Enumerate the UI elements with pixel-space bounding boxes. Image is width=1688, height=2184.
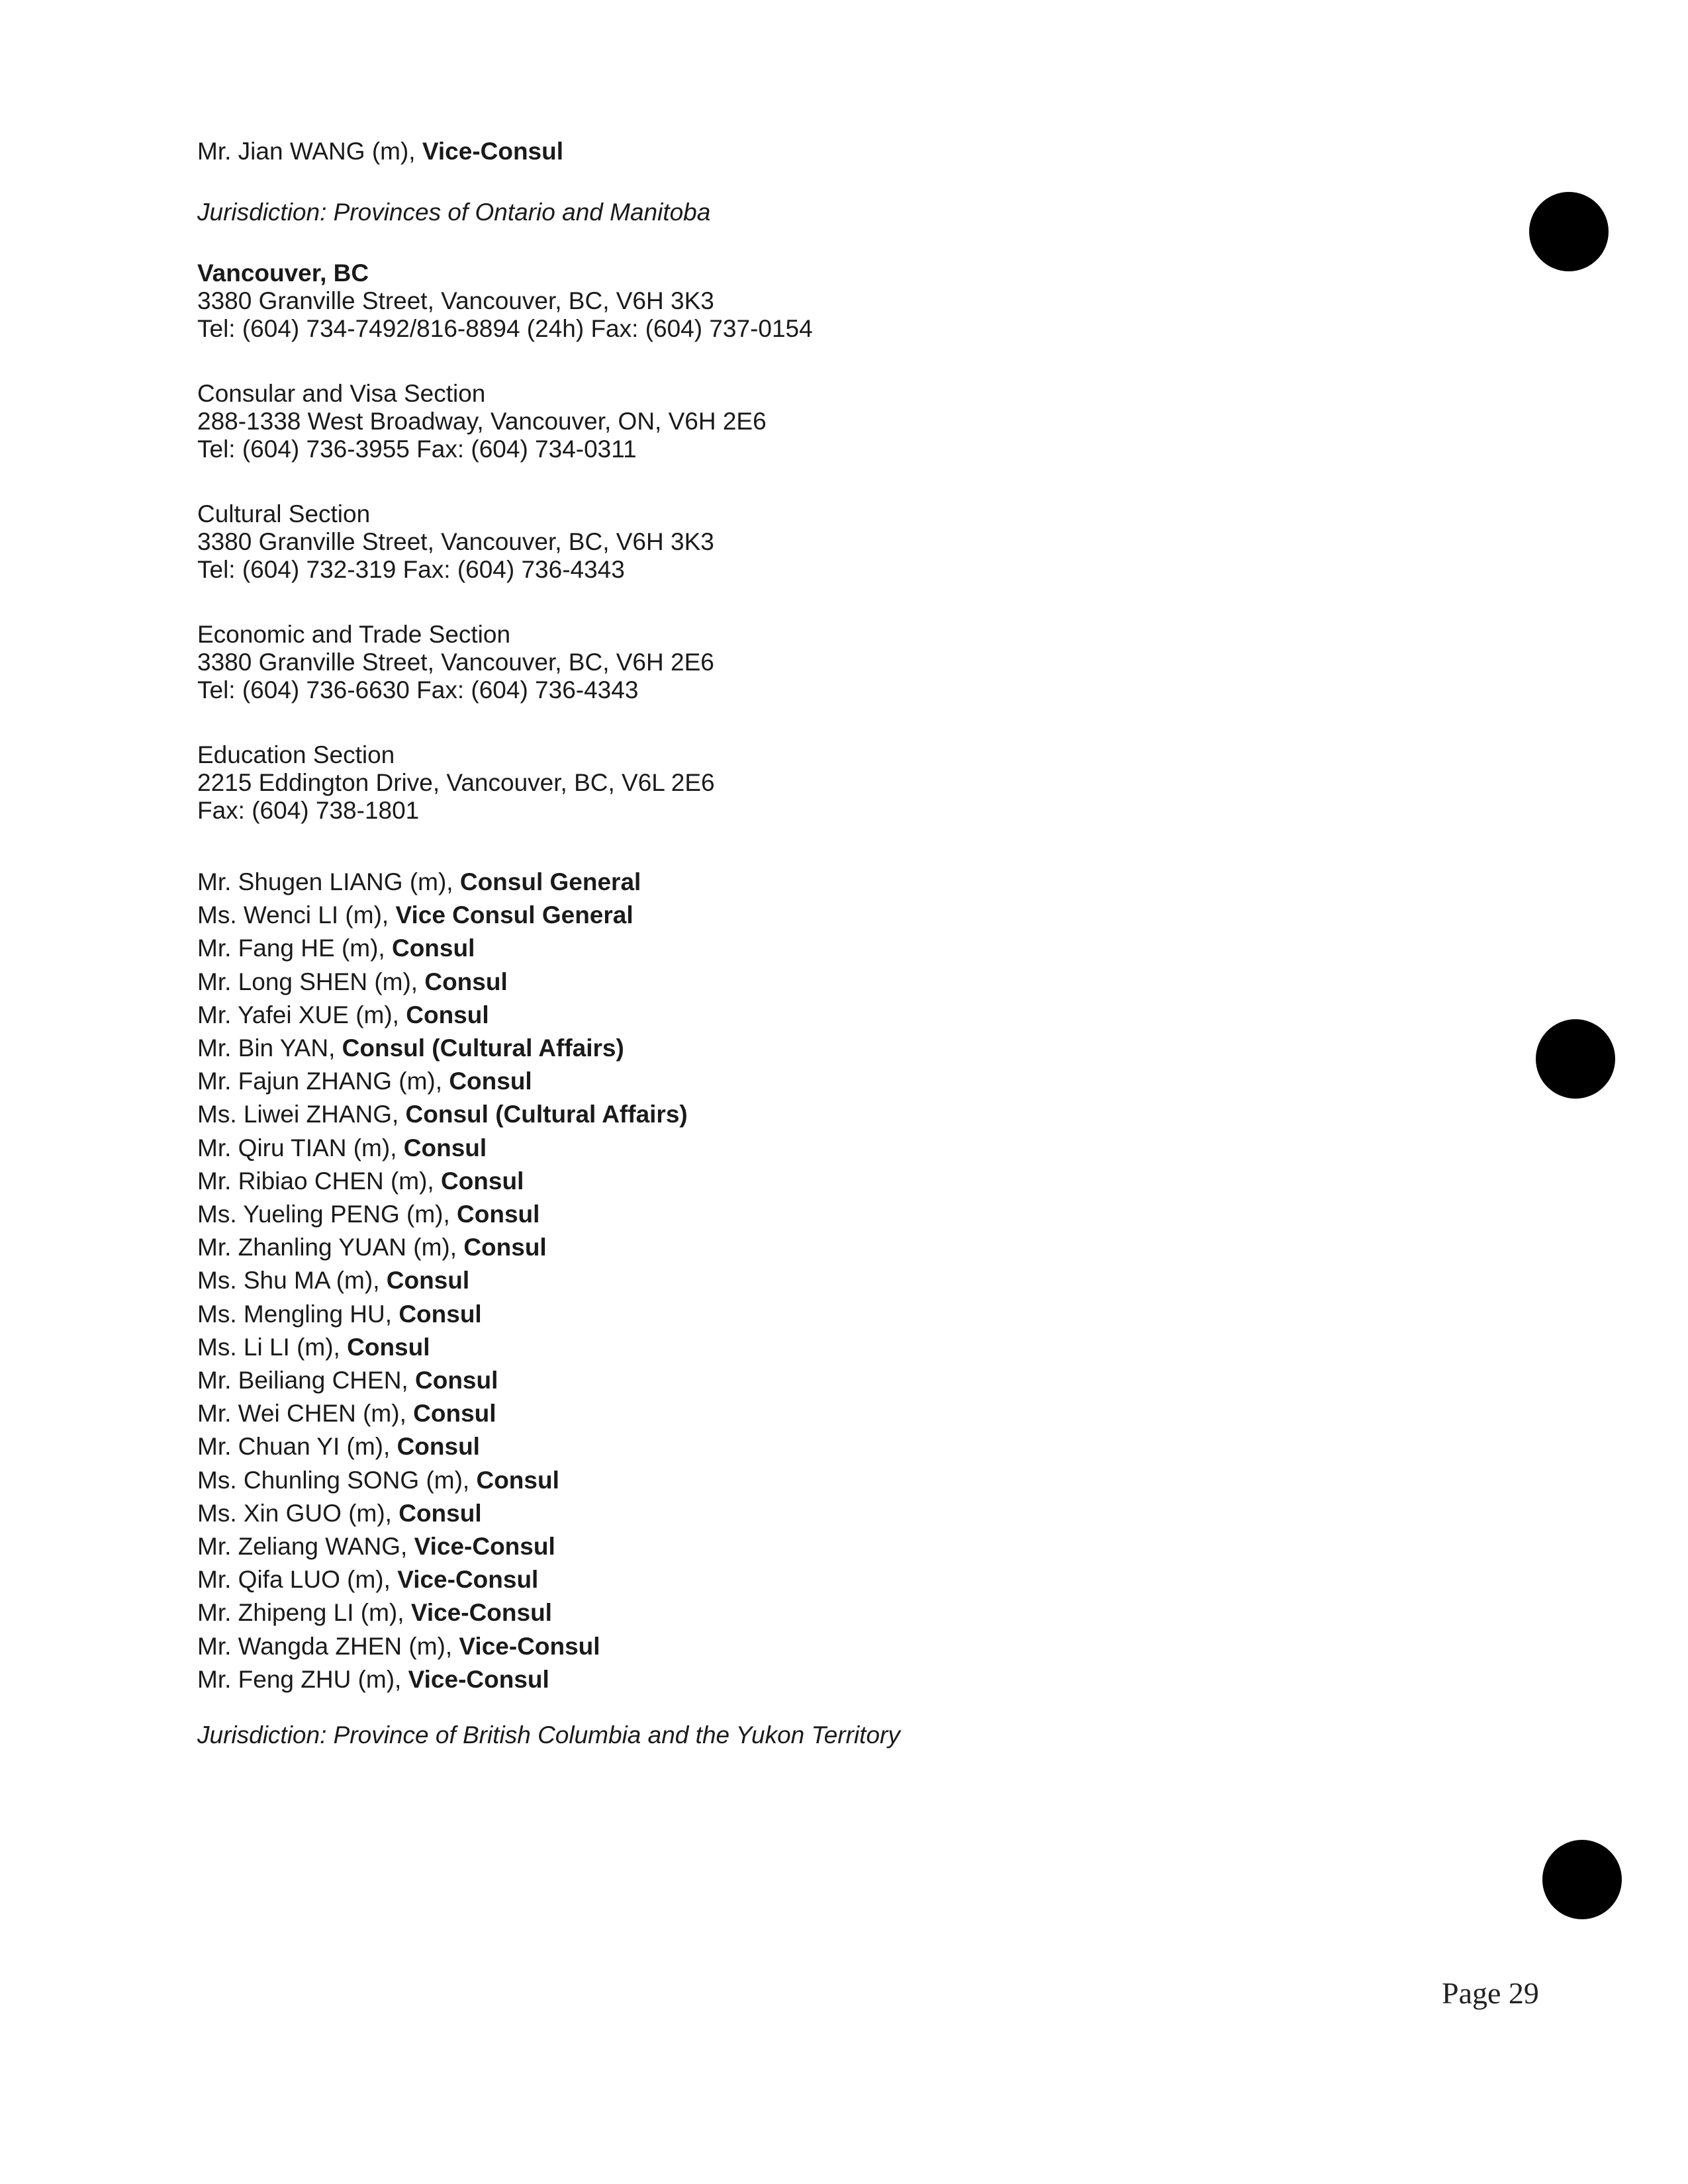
staff-name: Mr. Fajun ZHANG (m), bbox=[197, 1068, 449, 1095]
staff-title: Consul bbox=[403, 1134, 487, 1161]
section-address: 3380 Granville Street, Vancouver, BC, V6H 3K3 bbox=[197, 528, 714, 555]
staff-entry bbox=[197, 1464, 1455, 1497]
staff-entry bbox=[197, 1364, 1455, 1397]
staff-name: Ms. Xin GUO (m), bbox=[197, 1499, 399, 1527]
section-name: Economic and Trade Section bbox=[197, 621, 511, 648]
staff-name: Ms. Liwei ZHANG, bbox=[197, 1101, 406, 1128]
staff-name: Mr. Ribiao CHEN (m), bbox=[197, 1167, 441, 1195]
staff-entry bbox=[197, 999, 1455, 1032]
staff-title: Consul bbox=[413, 1400, 496, 1428]
page-number: Page 29 bbox=[1442, 1976, 1539, 2010]
section-name: Consular and Visa Section bbox=[197, 380, 486, 407]
staff-list bbox=[197, 866, 1455, 1696]
vancouver-heading: Vancouver, BC bbox=[197, 259, 369, 287]
staff-title: Vice-Consul bbox=[459, 1632, 600, 1660]
staff-name: Mr. Beiliang CHEN, bbox=[197, 1367, 415, 1394]
staff-name: Ms. Wenci LI (m), bbox=[197, 901, 396, 929]
section-address: 3380 Granville Street, Vancouver, BC, V6H 2E6 bbox=[197, 649, 714, 676]
staff-name: Mr. Long SHEN (m), bbox=[197, 968, 425, 995]
staff-name: Ms. Yueling PENG (m), bbox=[197, 1201, 457, 1228]
staff-title: Vice-Consul bbox=[408, 1665, 549, 1693]
staff-entry bbox=[197, 1397, 1455, 1430]
staff-entry bbox=[197, 1630, 1455, 1663]
staff-title: Vice-Consul bbox=[414, 1533, 555, 1561]
staff-name: Ms. Shu MA (m), bbox=[197, 1267, 387, 1295]
staff-entry bbox=[197, 1165, 1455, 1198]
staff-title: Vice-Consul bbox=[410, 1599, 552, 1627]
staff-entry bbox=[197, 966, 1455, 999]
staff-name: Mr. Bin YAN, bbox=[197, 1034, 342, 1062]
staff-title: Consul (Cultural Affairs) bbox=[342, 1034, 624, 1062]
staff-title: Consul bbox=[347, 1333, 430, 1361]
section-phone: Tel: (604) 732-319 Fax: (604) 736-4343 bbox=[197, 556, 625, 583]
staff-entry bbox=[197, 1231, 1455, 1264]
staff-entry bbox=[197, 1331, 1455, 1364]
staff-title: Consul bbox=[440, 1167, 524, 1195]
staff-entry bbox=[197, 1098, 1455, 1131]
jurisdiction-bc: Jurisdiction: Province of British Columbia and the Yukon Territory bbox=[197, 1721, 900, 1749]
staff-title: Consul bbox=[386, 1267, 470, 1295]
staff-title: Vice Consul General bbox=[395, 901, 633, 929]
staff-name: Ms. Mengling HU, bbox=[197, 1300, 399, 1328]
staff-title: Consul bbox=[449, 1068, 532, 1095]
staff-title: Consul bbox=[406, 1001, 489, 1028]
staff-entry bbox=[197, 1132, 1455, 1165]
staff-title: Consul bbox=[424, 968, 508, 995]
staff-entry bbox=[197, 1264, 1455, 1297]
staff-name: Ms. Li LI (m), bbox=[197, 1333, 348, 1361]
staff-title: Consul General bbox=[459, 868, 641, 895]
punch-hole bbox=[1529, 192, 1609, 271]
vancouver-address: 3380 Granville Street, Vancouver, BC, V6H 3K3 bbox=[197, 287, 714, 314]
staff-title: Consul (Cultural Affairs) bbox=[405, 1101, 688, 1128]
staff-name: Mr. Jian WANG (m), bbox=[197, 138, 422, 165]
staff-entry bbox=[197, 899, 1455, 932]
staff-name: Mr. Chuan YI (m), bbox=[197, 1433, 397, 1461]
section-phone: Tel: (604) 736-6630 Fax: (604) 736-4343 bbox=[197, 676, 639, 704]
staff-title: Consul bbox=[399, 1499, 482, 1527]
staff-name: Mr. Fang HE (m), bbox=[197, 934, 392, 962]
section-phone: Tel: (604) 736-3955 Fax: (604) 734-0311 bbox=[197, 435, 637, 463]
staff-name: Mr. Yafei XUE (m), bbox=[197, 1001, 406, 1028]
staff-name: Mr. Shugen LIANG (m), bbox=[197, 868, 460, 895]
section-name: Cultural Section bbox=[197, 500, 371, 527]
staff-name: Mr. Qiru TIAN (m), bbox=[197, 1134, 404, 1161]
staff-title: Consul bbox=[415, 1367, 498, 1394]
staff-entry bbox=[197, 932, 1455, 965]
staff-entry bbox=[197, 1663, 1455, 1696]
staff-entry bbox=[197, 866, 1455, 899]
staff-title: Consul bbox=[391, 934, 475, 962]
staff-title: Consul bbox=[399, 1300, 482, 1328]
staff-title: Consul bbox=[457, 1201, 540, 1228]
staff-title: Vice-Consul bbox=[397, 1566, 539, 1594]
staff-entry bbox=[197, 1563, 1455, 1596]
staff-entry bbox=[197, 1497, 1455, 1530]
staff-entry bbox=[197, 1032, 1455, 1065]
staff-entry bbox=[197, 1530, 1455, 1563]
staff-title: Consul bbox=[397, 1433, 480, 1461]
staff-entry bbox=[197, 1065, 1455, 1098]
section-name: Education Section bbox=[197, 741, 395, 768]
staff-name: Mr. Zhipeng LI (m), bbox=[197, 1599, 411, 1627]
staff-name: Mr. Qifa LUO (m), bbox=[197, 1566, 398, 1594]
jurisdiction-ontario: Jurisdiction: Provinces of Ontario and Manitoba bbox=[197, 199, 711, 226]
staff-name: Mr. Zeliang WANG, bbox=[197, 1533, 414, 1561]
staff-entry bbox=[197, 1430, 1455, 1463]
section-address: 2215 Eddington Drive, Vancouver, BC, V6L 2E6 bbox=[197, 769, 715, 796]
staff-title: Consul bbox=[463, 1234, 547, 1261]
staff-title: Consul bbox=[476, 1466, 559, 1494]
staff-name: Mr. Zhanling YUAN (m), bbox=[197, 1234, 464, 1261]
punch-hole bbox=[1536, 1019, 1615, 1099]
staff-name: Mr. Wei CHEN (m), bbox=[197, 1400, 414, 1428]
staff-entry bbox=[197, 1596, 1455, 1629]
section-phone: Fax: (604) 738-1801 bbox=[197, 797, 420, 824]
punch-hole bbox=[1542, 1840, 1622, 1919]
section-address: 288-1338 West Broadway, Vancouver, ON, V6H 2E6 bbox=[197, 408, 767, 435]
staff-entry bbox=[197, 1298, 1455, 1331]
document-body bbox=[197, 138, 1455, 1749]
vancouver-phone: Tel: (604) 734-7492/816-8894 (24h) Fax: (604) 737-0154 bbox=[197, 315, 813, 342]
staff-name: Ms. Chunling SONG (m), bbox=[197, 1466, 477, 1494]
staff-entry bbox=[197, 1198, 1455, 1231]
staff-name: Mr. Wangda ZHEN (m), bbox=[197, 1632, 459, 1660]
staff-name: Mr. Feng ZHU (m), bbox=[197, 1665, 408, 1693]
top-entry bbox=[197, 138, 1455, 165]
staff-title: Vice-Consul bbox=[422, 138, 564, 165]
